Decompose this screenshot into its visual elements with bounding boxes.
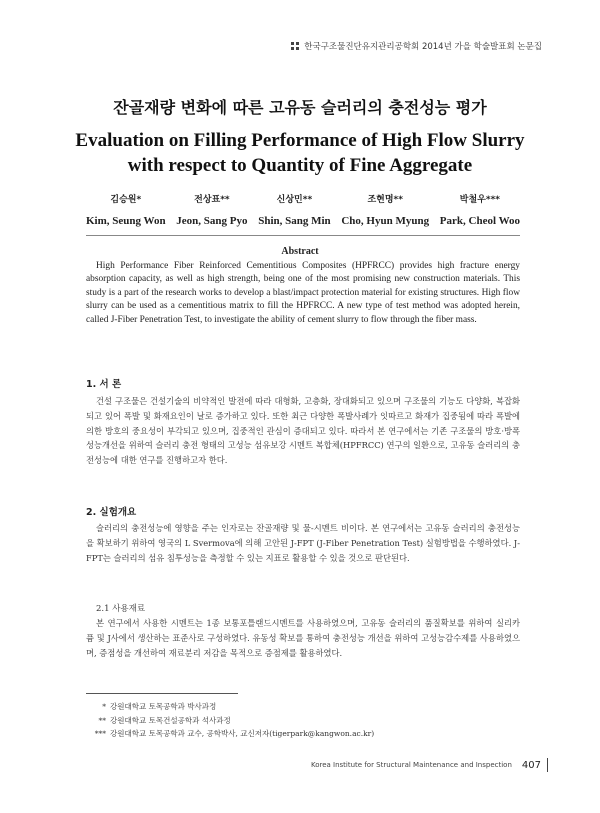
title-english: Evaluation on Filling Performance of High Flow Slurry with respect to Quantity of Fine Aggregate — [75, 130, 525, 176]
running-header — [291, 40, 542, 52]
author — [176, 192, 247, 227]
author — [258, 192, 330, 227]
footnote — [86, 727, 520, 741]
footnote-mark: ** — [98, 715, 106, 725]
abstract-heading: Abstract — [281, 246, 319, 257]
title-korean: 잔골재량 변화에 따른 고유동 슬러리의 충전성능 평가 — [113, 98, 487, 117]
author-name-en: Park, Cheol Woo — [439, 215, 520, 227]
divider — [86, 235, 520, 236]
section-heading-experiment: 2. 실험개요 — [86, 507, 137, 518]
author — [86, 192, 166, 227]
footnote-text: 강원대학교 토목건설공학과 석사과정 — [110, 715, 231, 725]
footnote-mark: *** — [94, 729, 106, 738]
author-name-en: Jeon, Sang Pyo — [176, 215, 248, 227]
grid-logo-icon — [291, 42, 300, 51]
section-text-experiment: 슬러리의 충전성능에 영향을 주는 인자로는 잔골재량 및 물-시멘트 비이다. 본 연구에서는 고유동 슬러리의 충전성능을 확보하기 위하여 영국의 L Svermova에 의해 고안된 J-FPT (J-Fiber Penetration Test) 실험방법을 수행하였다. J-FPT는 슬러리의 섬유 침투성능을 측정할 수 있는 지표로 활용할 수 있을 것으로 판단된다. — [86, 523, 520, 563]
author — [341, 192, 429, 227]
author-list — [86, 192, 520, 227]
author-name-ko: 박철우*** — [459, 195, 500, 205]
author-name-en: Shin, Sang Min — [258, 215, 331, 227]
footnote — [86, 700, 520, 714]
author-name-ko: 신상민** — [276, 195, 313, 205]
footnote-mark: * — [102, 702, 106, 711]
author-name-ko: 조현명** — [367, 195, 403, 205]
author-name-en: Kim, Seung Won — [86, 215, 166, 227]
subsection-heading-materials: 2.1 사용재료 — [96, 604, 146, 614]
footer-bar — [547, 758, 548, 772]
footnote — [86, 714, 520, 728]
footnote-text: 강원대학교 토목공학과 교수, 공학박사, 교신저자(tigerpark@kangwon.ac.kr) — [110, 729, 375, 738]
page-number: 407 — [521, 759, 541, 771]
abstract-text: High Performance Fiber Reinforced Cementitious Composites (HPFRCC) provides high fracture energy absorption capacity, as well as high strength, being one of the most promising new construction materials. This study is a part of the research works to develop a blast/impact protection material for existing structures. High flow slurry can be used as a cementitious matrix to fill the HPFRCC. A new type of test method was adopted herein, called J-Fiber Penetration Test, to investigate the ability of cement slurry to flow through the fiber mass. — [86, 261, 520, 325]
page-footer — [311, 758, 548, 772]
subsection-text-materials: 본 연구에서 사용한 시멘트는 1종 보통포틀랜드시멘트를 사용하였으며, 고유동 슬러리의 품질확보를 위하여 실리카 퓸 및 J사에서 생산하는 표준사로 구성하였다. 유동성 확보를 통하여 충전성능 개선을 위하여 고성능감수제를 사용하였으며, 증점성을 개선하여 재료분리 저감을 목적으로 증점제를 활용하였다. — [86, 618, 520, 658]
conference-name: 한국구조물진단유지관리공학회 2014년 가을 학술발표회 논문집 — [304, 42, 542, 52]
author-name-en: Cho, Hyun Myung — [341, 215, 430, 227]
section-text-introduction: 건설 구조물은 건설기술의 비약적인 발전에 따라 대형화, 고층화, 장대화되고 있으며 구조물의 기능도 다양화, 복잡화되고 있어 폭발 및 화재요인이 날로 증가하고 있다. 또한 최근 다양한 폭발사례가 잇따르고 화재가 집중됨에 따라 폭발에 의한 방호의 중요성이 부각되고 있으며, 집중적인 관심이 증대되고 있다. 따라서 본 연구에서는 기존 구조물의 방호·방폭 성능개선을 위하여 슬러리 충전 형태의 고성능 섬유보강 시멘트 복합체(HPFRCC) 연구의 일환으로, 고유동 슬러리의 충전성능에 대한 연구를 진행하고자 한다. — [86, 396, 520, 466]
section-heading-introduction: 1. 서 론 — [86, 379, 122, 390]
author — [440, 192, 520, 227]
footer-institute: Korea Institute for Structural Maintenance and Inspection — [310, 761, 512, 769]
author-name-ko: 전상표** — [194, 195, 230, 205]
footnote-text: 강원대학교 토목공학과 박사과정 — [110, 702, 217, 711]
footnote-divider — [86, 693, 238, 694]
author-name-ko: 김승원* — [110, 195, 142, 205]
footnotes — [86, 700, 520, 741]
